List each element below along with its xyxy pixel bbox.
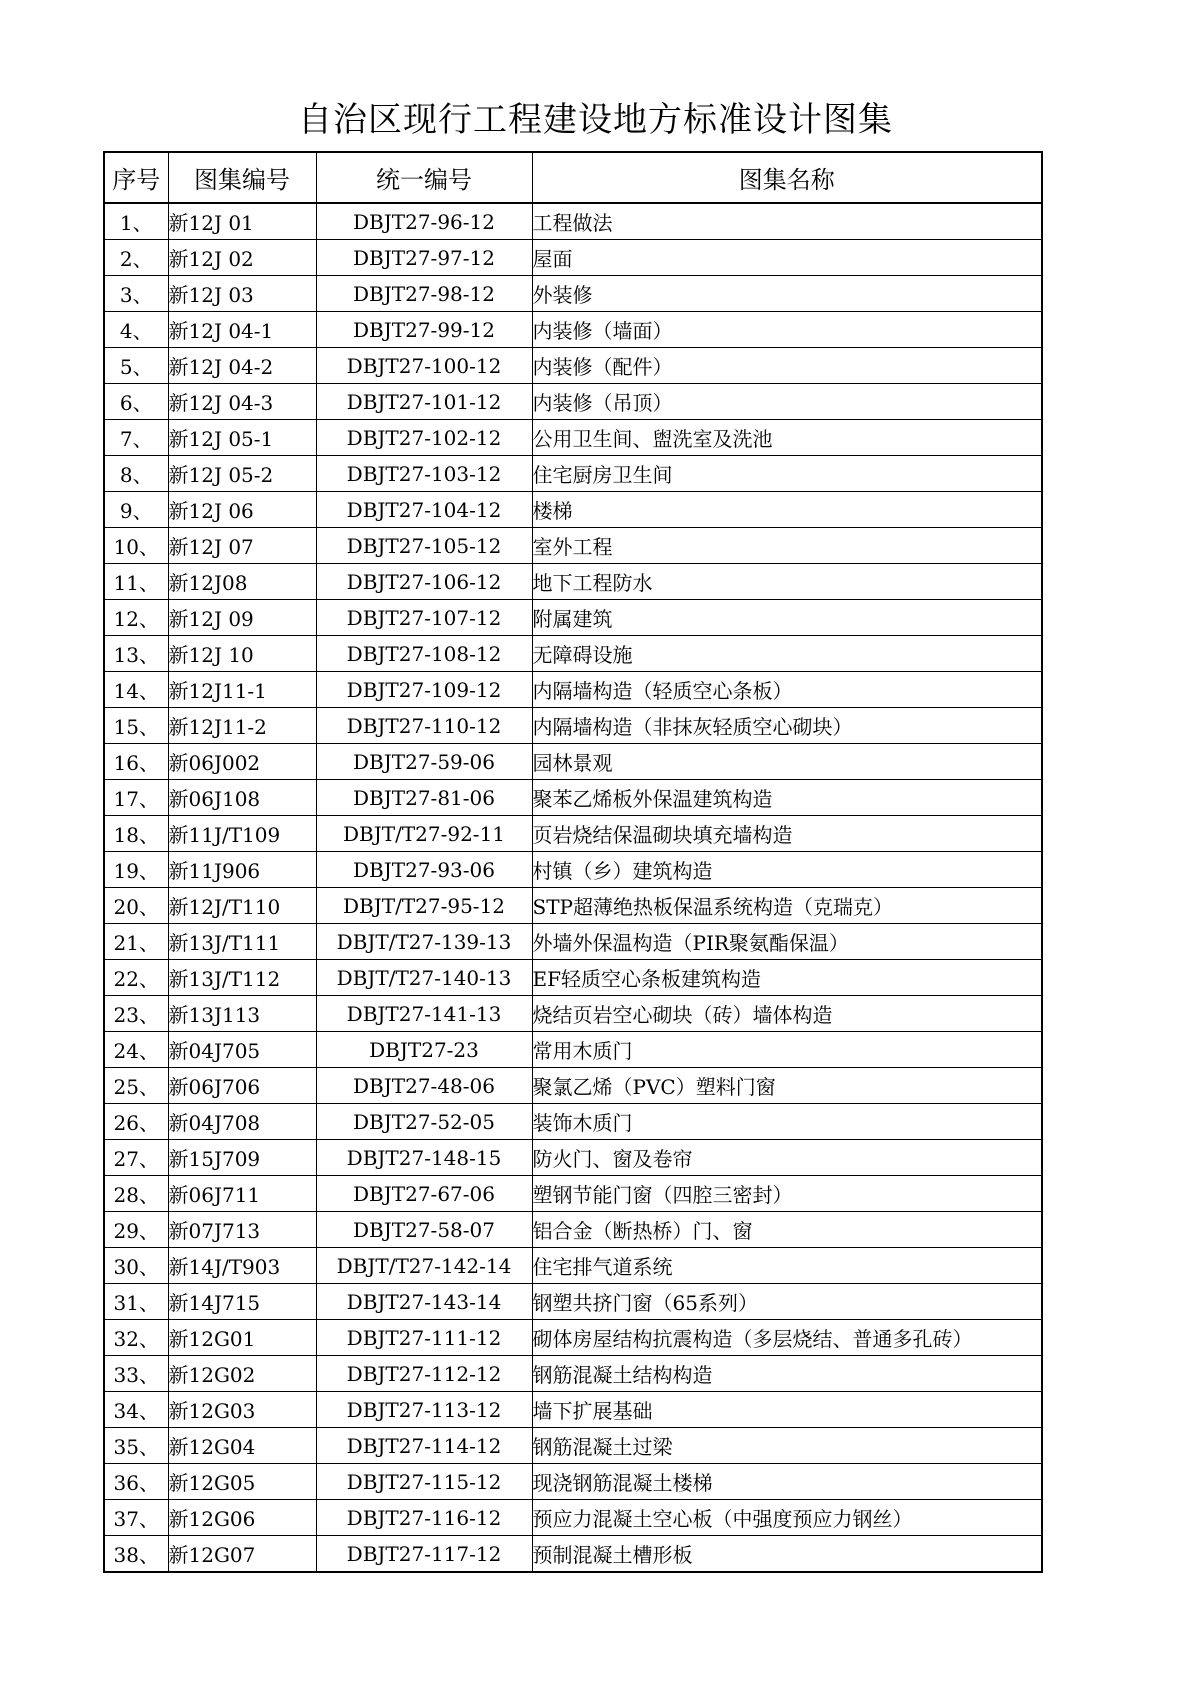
- cell-atlas-number: 新04J705: [168, 1032, 316, 1068]
- cell-unified-number: DBJT27-99-12: [316, 312, 532, 348]
- table-row: [104, 996, 1042, 1032]
- cell-unified-number: DBJT27-117-12: [316, 1536, 532, 1573]
- cell-unified-number: DBJT27-115-12: [316, 1464, 532, 1500]
- cell-seq: 22、: [104, 960, 168, 996]
- cell-atlas-number: 新12J11-1: [168, 672, 316, 708]
- cell-atlas-name: 住宅厨房卫生间: [532, 456, 1042, 492]
- cell-unified-number: DBJT27-23: [316, 1032, 532, 1068]
- cell-atlas-name: 聚苯乙烯板外保温建筑构造: [532, 780, 1042, 816]
- cell-unified-number: DBJT27-98-12: [316, 276, 532, 312]
- cell-seq: 6、: [104, 384, 168, 420]
- cell-seq: 24、: [104, 1032, 168, 1068]
- cell-atlas-number: 新12J 05-2: [168, 456, 316, 492]
- cell-seq: 18、: [104, 816, 168, 852]
- cell-seq: 28、: [104, 1176, 168, 1212]
- cell-atlas-number: 新13J113: [168, 996, 316, 1032]
- cell-unified-number: DBJT/T27-140-13: [316, 960, 532, 996]
- table-row: [104, 744, 1042, 780]
- table-row: [104, 203, 1042, 240]
- cell-seq: 27、: [104, 1140, 168, 1176]
- cell-atlas-number: 新14J/T903: [168, 1248, 316, 1284]
- cell-seq: 32、: [104, 1320, 168, 1356]
- table-row: [104, 636, 1042, 672]
- cell-unified-number: DBJT/T27-92-11: [316, 816, 532, 852]
- table-row: [104, 780, 1042, 816]
- cell-atlas-name: 住宅排气道系统: [532, 1248, 1042, 1284]
- cell-unified-number: DBJT27-101-12: [316, 384, 532, 420]
- table-row: [104, 1536, 1042, 1573]
- cell-atlas-name: 铝合金（断热桥）门、窗: [532, 1212, 1042, 1248]
- cell-atlas-number: 新11J/T109: [168, 816, 316, 852]
- cell-seq: 33、: [104, 1356, 168, 1392]
- cell-unified-number: DBJT27-112-12: [316, 1356, 532, 1392]
- atlas-table: [103, 151, 1043, 1573]
- table-row: [104, 852, 1042, 888]
- cell-atlas-name: 内装修（配件）: [532, 348, 1042, 384]
- cell-atlas-name: 页岩烧结保温砌块填充墙构造: [532, 816, 1042, 852]
- cell-unified-number: DBJT27-143-14: [316, 1284, 532, 1320]
- cell-atlas-number: 新15J709: [168, 1140, 316, 1176]
- cell-atlas-name: 装饰木质门: [532, 1104, 1042, 1140]
- cell-seq: 31、: [104, 1284, 168, 1320]
- page-title: 自治区现行工程建设地方标准设计图集: [298, 100, 893, 140]
- cell-seq: 17、: [104, 780, 168, 816]
- cell-atlas-number: 新12J 01: [168, 203, 316, 240]
- table-row: [104, 1500, 1042, 1536]
- header-seq: 序号: [104, 152, 168, 203]
- cell-unified-number: DBJT27-96-12: [316, 203, 532, 240]
- cell-atlas-number: 新11J906: [168, 852, 316, 888]
- cell-atlas-name: 预制混凝土槽形板: [532, 1536, 1042, 1573]
- table-row: [104, 1392, 1042, 1428]
- cell-atlas-number: 新06J711: [168, 1176, 316, 1212]
- cell-atlas-name: 墙下扩展基础: [532, 1392, 1042, 1428]
- cell-atlas-name: 内隔墙构造（非抹灰轻质空心砌块）: [532, 708, 1042, 744]
- cell-atlas-number: 新12J 04-3: [168, 384, 316, 420]
- cell-unified-number: DBJT/T27-95-12: [316, 888, 532, 924]
- cell-atlas-number: 新12G04: [168, 1428, 316, 1464]
- cell-atlas-name: EF轻质空心条板建筑构造: [532, 960, 1042, 996]
- cell-atlas-name: 公用卫生间、盥洗室及洗池: [532, 420, 1042, 456]
- cell-unified-number: DBJT27-108-12: [316, 636, 532, 672]
- header-atlas-number: 图集编号: [168, 152, 316, 203]
- cell-atlas-number: 新14J715: [168, 1284, 316, 1320]
- cell-atlas-number: 新12J 05-1: [168, 420, 316, 456]
- cell-unified-number: DBJT27-113-12: [316, 1392, 532, 1428]
- cell-seq: 2、: [104, 240, 168, 276]
- cell-atlas-number: 新12G03: [168, 1392, 316, 1428]
- table-row: [104, 492, 1042, 528]
- cell-seq: 21、: [104, 924, 168, 960]
- cell-atlas-number: 新12G06: [168, 1500, 316, 1536]
- cell-atlas-name: 塑钢节能门窗（四腔三密封）: [532, 1176, 1042, 1212]
- cell-unified-number: DBJT27-93-06: [316, 852, 532, 888]
- cell-seq: 9、: [104, 492, 168, 528]
- cell-atlas-name: 钢塑共挤门窗（65系列）: [532, 1284, 1042, 1320]
- cell-seq: 25、: [104, 1068, 168, 1104]
- cell-atlas-number: 新04J708: [168, 1104, 316, 1140]
- cell-unified-number: DBJT/T27-142-14: [316, 1248, 532, 1284]
- table-row: [104, 276, 1042, 312]
- cell-atlas-number: 新06J002: [168, 744, 316, 780]
- cell-unified-number: DBJT27-107-12: [316, 600, 532, 636]
- cell-atlas-name: 工程做法: [532, 203, 1042, 240]
- cell-seq: 14、: [104, 672, 168, 708]
- cell-seq: 38、: [104, 1536, 168, 1573]
- cell-atlas-name: 无障碍设施: [532, 636, 1042, 672]
- cell-atlas-number: 新12J 09: [168, 600, 316, 636]
- cell-atlas-name: 内隔墙构造（轻质空心条板）: [532, 672, 1042, 708]
- cell-unified-number: DBJT27-58-07: [316, 1212, 532, 1248]
- cell-unified-number: DBJT27-67-06: [316, 1176, 532, 1212]
- cell-unified-number: DBJT27-106-12: [316, 564, 532, 600]
- table-row: [104, 1428, 1042, 1464]
- table-row: [104, 816, 1042, 852]
- cell-seq: 23、: [104, 996, 168, 1032]
- table-row: [104, 708, 1042, 744]
- cell-atlas-name: STP超薄绝热板保温系统构造（克瑞克）: [532, 888, 1042, 924]
- cell-atlas-number: 新12J11-2: [168, 708, 316, 744]
- cell-atlas-number: 新13J/T111: [168, 924, 316, 960]
- table-row: [104, 312, 1042, 348]
- table-row: [104, 672, 1042, 708]
- cell-seq: 1、: [104, 203, 168, 240]
- table-row: [104, 1320, 1042, 1356]
- table-row: [104, 1176, 1042, 1212]
- cell-atlas-number: 新12J/T110: [168, 888, 316, 924]
- cell-atlas-name: 防火门、窗及卷帘: [532, 1140, 1042, 1176]
- cell-atlas-number: 新12G05: [168, 1464, 316, 1500]
- cell-unified-number: DBJT27-97-12: [316, 240, 532, 276]
- cell-atlas-name: 烧结页岩空心砌块（砖）墙体构造: [532, 996, 1042, 1032]
- table-row: [104, 888, 1042, 924]
- cell-atlas-number: 新12G01: [168, 1320, 316, 1356]
- cell-seq: 7、: [104, 420, 168, 456]
- cell-unified-number: DBJT27-141-13: [316, 996, 532, 1032]
- table-row: [104, 384, 1042, 420]
- cell-unified-number: DBJT27-102-12: [316, 420, 532, 456]
- table-row: [104, 1248, 1042, 1284]
- cell-atlas-name: 砌体房屋结构抗震构造（多层烧结、普通多孔砖）: [532, 1320, 1042, 1356]
- cell-atlas-name: 园林景观: [532, 744, 1042, 780]
- cell-atlas-number: 新12J 02: [168, 240, 316, 276]
- cell-atlas-name: 钢筋混凝土结构构造: [532, 1356, 1042, 1392]
- table-body: [104, 203, 1042, 1572]
- cell-unified-number: DBJT27-148-15: [316, 1140, 532, 1176]
- cell-seq: 30、: [104, 1248, 168, 1284]
- cell-unified-number: DBJT27-105-12: [316, 528, 532, 564]
- cell-seq: 10、: [104, 528, 168, 564]
- header-unified-number: 统一编号: [316, 152, 532, 203]
- cell-seq: 37、: [104, 1500, 168, 1536]
- cell-seq: 3、: [104, 276, 168, 312]
- cell-seq: 20、: [104, 888, 168, 924]
- cell-atlas-name: 内装修（墙面）: [532, 312, 1042, 348]
- cell-atlas-number: 新07J713: [168, 1212, 316, 1248]
- table-row: [104, 600, 1042, 636]
- table-row: [104, 1068, 1042, 1104]
- cell-unified-number: DBJT27-104-12: [316, 492, 532, 528]
- table-row: [104, 960, 1042, 996]
- table-row: [104, 1104, 1042, 1140]
- table-header: [104, 152, 1042, 203]
- cell-atlas-name: 常用木质门: [532, 1032, 1042, 1068]
- cell-atlas-number: 新12J 04-1: [168, 312, 316, 348]
- cell-unified-number: DBJT27-103-12: [316, 456, 532, 492]
- table-row: [104, 1284, 1042, 1320]
- cell-seq: 4、: [104, 312, 168, 348]
- cell-atlas-name: 预应力混凝土空心板（中强度预应力钢丝）: [532, 1500, 1042, 1536]
- cell-atlas-name: 外装修: [532, 276, 1042, 312]
- cell-seq: 13、: [104, 636, 168, 672]
- cell-atlas-number: 新06J108: [168, 780, 316, 816]
- table-row: [104, 1464, 1042, 1500]
- cell-unified-number: DBJT/T27-139-13: [316, 924, 532, 960]
- cell-atlas-name: 村镇（乡）建筑构造: [532, 852, 1042, 888]
- cell-atlas-name: 外墙外保温构造（PIR聚氨酯保温）: [532, 924, 1042, 960]
- cell-unified-number: DBJT27-114-12: [316, 1428, 532, 1464]
- header-atlas-name: 图集名称: [532, 152, 1042, 203]
- table-row: [104, 1356, 1042, 1392]
- cell-atlas-name: 屋面: [532, 240, 1042, 276]
- cell-atlas-number: 新12J 06: [168, 492, 316, 528]
- cell-seq: 12、: [104, 600, 168, 636]
- cell-seq: 8、: [104, 456, 168, 492]
- cell-atlas-number: 新12J 03: [168, 276, 316, 312]
- cell-atlas-number: 新12J 10: [168, 636, 316, 672]
- cell-seq: 26、: [104, 1104, 168, 1140]
- cell-seq: 11、: [104, 564, 168, 600]
- table-row: [104, 924, 1042, 960]
- cell-unified-number: DBJT27-59-06: [316, 744, 532, 780]
- cell-atlas-name: 室外工程: [532, 528, 1042, 564]
- table-row: [104, 564, 1042, 600]
- table-row: [104, 1140, 1042, 1176]
- cell-seq: 19、: [104, 852, 168, 888]
- cell-seq: 34、: [104, 1392, 168, 1428]
- cell-atlas-name: 钢筋混凝土过梁: [532, 1428, 1042, 1464]
- cell-atlas-number: 新12J08: [168, 564, 316, 600]
- cell-unified-number: DBJT27-111-12: [316, 1320, 532, 1356]
- header-row: [104, 152, 1042, 203]
- cell-unified-number: DBJT27-100-12: [316, 348, 532, 384]
- cell-atlas-name: 聚氯乙烯（PVC）塑料门窗: [532, 1068, 1042, 1104]
- cell-unified-number: DBJT27-52-05: [316, 1104, 532, 1140]
- cell-seq: 5、: [104, 348, 168, 384]
- cell-seq: 35、: [104, 1428, 168, 1464]
- cell-atlas-number: 新12J 04-2: [168, 348, 316, 384]
- cell-atlas-number: 新13J/T112: [168, 960, 316, 996]
- table-row: [104, 348, 1042, 384]
- cell-seq: 16、: [104, 744, 168, 780]
- cell-unified-number: DBJT27-109-12: [316, 672, 532, 708]
- cell-atlas-name: 内装修（吊顶）: [532, 384, 1042, 420]
- cell-atlas-name: 地下工程防水: [532, 564, 1042, 600]
- cell-seq: 15、: [104, 708, 168, 744]
- cell-atlas-name: 楼梯: [532, 492, 1042, 528]
- cell-atlas-name: 附属建筑: [532, 600, 1042, 636]
- cell-unified-number: DBJT27-81-06: [316, 780, 532, 816]
- table-row: [104, 528, 1042, 564]
- cell-atlas-number: 新12G07: [168, 1536, 316, 1573]
- cell-atlas-number: 新06J706: [168, 1068, 316, 1104]
- cell-atlas-number: 新12J 07: [168, 528, 316, 564]
- cell-seq: 29、: [104, 1212, 168, 1248]
- cell-atlas-name: 现浇钢筋混凝土楼梯: [532, 1464, 1042, 1500]
- table-row: [104, 240, 1042, 276]
- table-row: [104, 456, 1042, 492]
- cell-unified-number: DBJT27-110-12: [316, 708, 532, 744]
- table-row: [104, 1212, 1042, 1248]
- table-row: [104, 420, 1042, 456]
- cell-atlas-number: 新12G02: [168, 1356, 316, 1392]
- cell-unified-number: DBJT27-116-12: [316, 1500, 532, 1536]
- table-row: [104, 1032, 1042, 1068]
- cell-seq: 36、: [104, 1464, 168, 1500]
- cell-unified-number: DBJT27-48-06: [316, 1068, 532, 1104]
